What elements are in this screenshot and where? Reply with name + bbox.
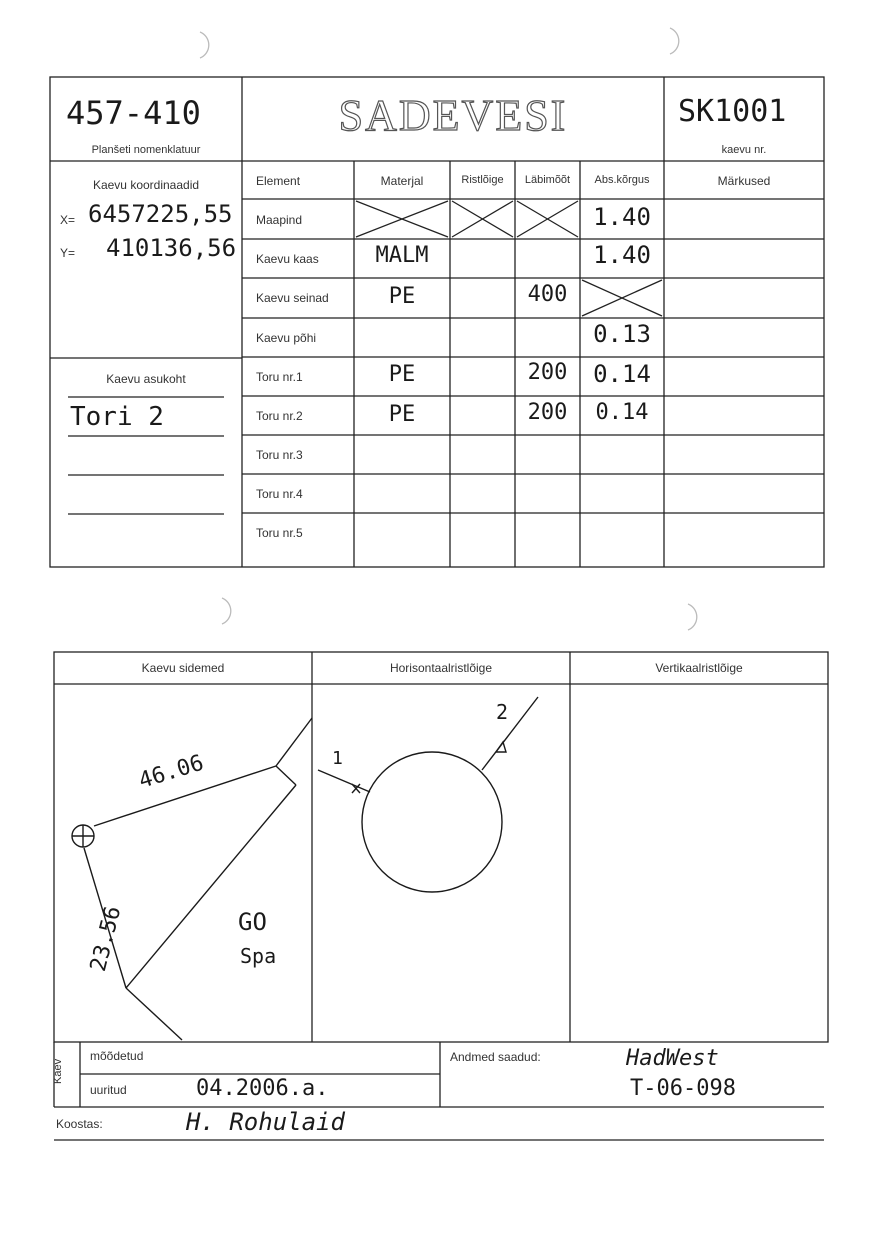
plansheet-label: Planšeti nomenklatuur [91,144,201,156]
col-header-notes: Märkused [717,174,771,188]
row-material-value: PE [388,402,416,427]
row-element-label: Toru nr.3 [256,448,303,462]
connections-header: Kaevu sidemed [141,661,225,675]
col-header-element: Element [256,174,301,188]
row-diameter-value: 200 [527,360,568,385]
location-value: Tori 2 [70,402,164,432]
row-elevation-value: 0.14 [593,360,651,388]
row-elevation-value: 1.40 [593,203,651,231]
row-diameter-value: 200 [527,400,568,425]
row-element-label: Kaevu kaas [256,252,319,266]
col-header-material: Materjal [380,174,424,188]
row-element-label: Toru nr.5 [256,526,303,540]
surveyed-label: mõõdetud [90,1049,144,1063]
dimension-label: 23.56 [86,903,127,975]
row-diameter-value: 400 [527,282,568,307]
row-elevation-value: 0.13 [593,320,651,348]
coord-y-value: 410136,56 [106,234,237,262]
row-elevation-value: 0.14 [595,400,649,425]
row-element-label: Toru nr.4 [256,487,303,501]
vertical-section-header: Vertikaalristlõige [655,661,743,675]
pipe-label: 1 [332,748,343,769]
row-element-label: Kaevu seinad [256,291,329,305]
data-source-value: HadWest [626,1046,719,1071]
dimension-label: 46.06 [136,750,207,794]
plansheet-value: 457-410 [66,94,201,132]
compiled-by-label: Koostas: [56,1117,103,1131]
data-source-label: Andmed saadud: [450,1050,541,1064]
horizontal-section-sketch [318,697,538,892]
well-number-value: SK1001 [678,94,787,129]
row-element-label: Maapind [256,213,303,227]
page-title: SADEVESI [338,91,568,140]
row-material-value: PE [388,284,416,309]
col-header-cross-section: Ristlõige [461,174,504,186]
coord-x-value: 6457225,55 [88,200,233,228]
data-source-value: T-06-098 [630,1076,736,1101]
row-element-label: Kaevu põhi [256,331,317,345]
inspected-value: 04.2006.a. [196,1076,329,1101]
row-elevation-value: 1.40 [593,241,651,269]
location-label: Kaevu asukoht [106,372,186,386]
row-material-value: PE [388,362,416,387]
sketch-note: Spa [240,944,277,968]
sketch-note: GO [238,908,267,936]
coords-label: Kaevu koordinaadid [92,178,200,192]
row-material-value: MALM [375,243,429,268]
well-number-label: kaevu nr. [721,144,767,156]
coord-y-label: Y= [60,246,76,260]
row-element-label: Toru nr.2 [256,409,303,423]
well-side-label: Kaev [52,1058,64,1084]
coord-x-label: X= [60,213,76,227]
pipe-label: 2 [496,700,509,724]
inspected-label: uuritud [90,1083,127,1097]
col-header-diameter: Läbimõõt [524,174,571,186]
row-element-label: Toru nr.1 [256,370,303,384]
compiled-by-value: H. Rohulaid [186,1108,345,1136]
col-header-elevation: Abs.kõrgus [594,174,650,186]
horizontal-section-header: Horisontaalristlõige [389,661,493,675]
